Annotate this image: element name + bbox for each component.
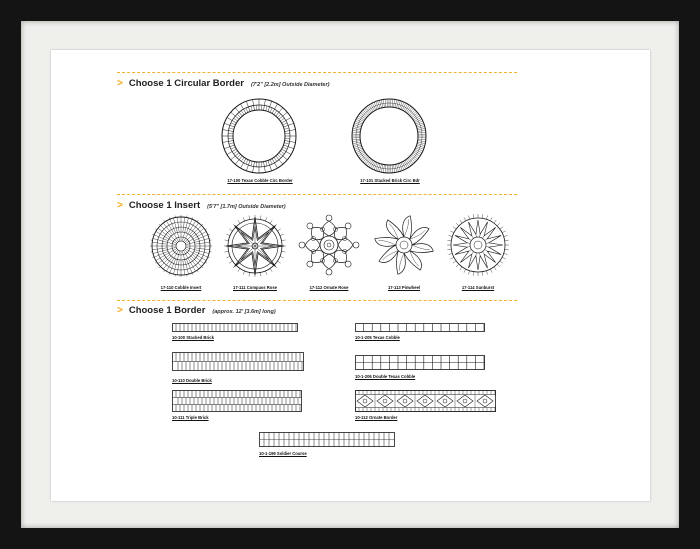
caption-border-4: 10-1-206 Double Texas Cobble xyxy=(355,374,416,379)
soldier-course-strip-icon xyxy=(259,432,395,447)
section-title: Choose 1 Insert xyxy=(128,200,201,211)
cobble-rosette-icon xyxy=(150,215,212,277)
caption-border-2: 10-1-205 Texas Cobble xyxy=(355,335,400,340)
caption-insert-5: 17-114 Sunburst xyxy=(461,285,495,290)
section-note: (5'7" [1.7m] Outside Diameter) xyxy=(207,204,286,210)
section-title: Choose 1 Border xyxy=(128,305,206,316)
caption-border-3: 10-110 Double Brick xyxy=(172,378,212,383)
ornate-strip-icon xyxy=(355,390,496,412)
pinwheel-icon xyxy=(372,213,436,277)
radial-brick-ring-icon xyxy=(350,97,428,175)
section-divider xyxy=(117,194,517,195)
caption-border-7: 10-1-199 Soldier Course xyxy=(259,451,307,456)
section-title: Choose 1 Circular Border xyxy=(128,78,244,89)
caption-insert-2: 17-111 Compass Rose xyxy=(233,285,277,290)
section-header-border xyxy=(117,305,276,319)
triple-brick-strip-icon xyxy=(172,390,302,412)
double-brick-strip-icon xyxy=(172,352,304,371)
segmented-ring-icon xyxy=(220,97,298,175)
caption-border-1: 10-100 Stacked Brick xyxy=(172,335,214,340)
chevron-right-icon: > xyxy=(117,200,123,211)
sunburst-icon xyxy=(447,214,509,276)
section-divider xyxy=(117,300,517,301)
double-cobble-strip-icon xyxy=(355,355,485,370)
caption-circular-border-2: 17-101 Stacked Brick Circ Bdr xyxy=(360,178,420,183)
chevron-right-icon: > xyxy=(117,305,123,316)
caption-insert-3: 17-112 Ornate Rose xyxy=(309,285,349,290)
section-divider xyxy=(117,72,517,73)
section-note: (7'2" [2.2m] Outside Diameter) xyxy=(250,82,330,88)
section-header-insert xyxy=(117,200,286,214)
caption-insert-4: 17-113 Pinwheel xyxy=(387,285,421,290)
cobble-strip-icon xyxy=(355,323,485,332)
section-header-circular-border xyxy=(117,78,329,92)
caption-border-6: 10-112 Ornate Border xyxy=(355,415,398,420)
caption-insert-1: 17-110 Cobble Insert xyxy=(160,285,202,290)
caption-circular-border-1: 17-100 Texas Cobble Circ Border xyxy=(227,178,293,183)
section-note: (approx. 12' [3.6m] long) xyxy=(212,309,276,315)
ornate-scroll-icon xyxy=(297,213,361,277)
compass-star-icon xyxy=(224,215,286,277)
brick-strip-icon xyxy=(172,323,298,332)
caption-border-5: 10-111 Triple Brick xyxy=(172,415,209,420)
chevron-right-icon: > xyxy=(117,78,123,89)
